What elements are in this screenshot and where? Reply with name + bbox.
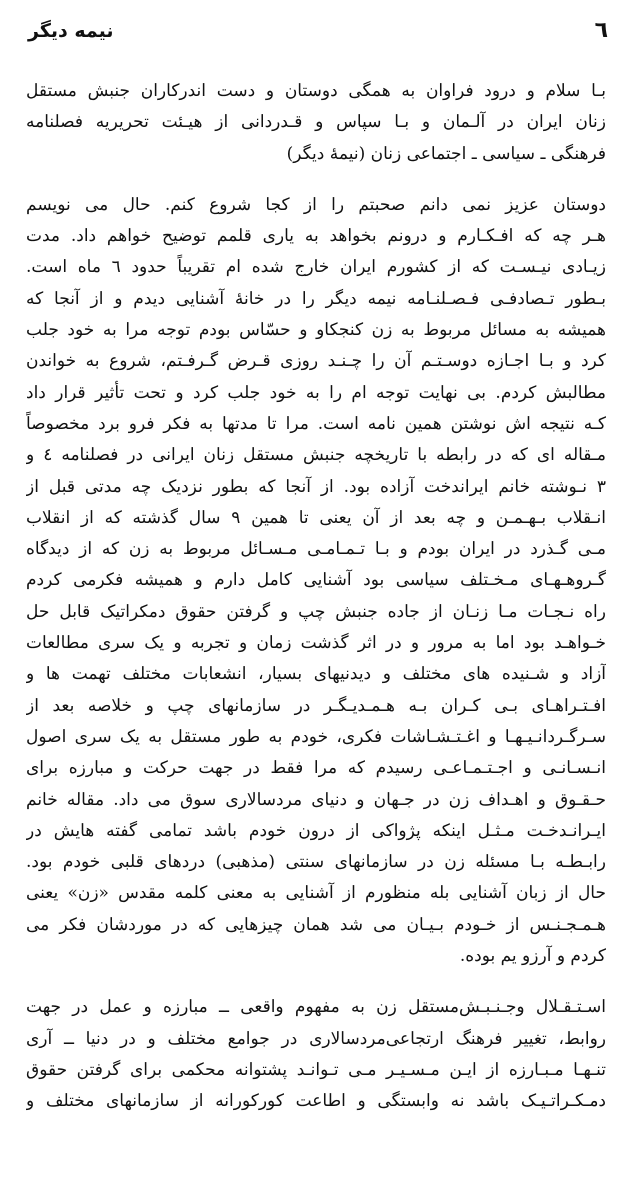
paragraph-greeting xyxy=(26,76,606,170)
text-line: تنـهـا مـبـارزه از ایـن مـسـیـر مـی تـوانـد پشتوانه محکمی برای گرفتن حقوق xyxy=(26,1059,606,1080)
text-line: سـرگـردانـیـهـا و اغـتـشـاشات فکری، خودم به طور مستقل به یک سری اصول xyxy=(26,726,606,747)
text-line: هـر چه که افـکـارم و درونم بخواهد به یاری قلمم توضیح خواهم داد. مدت xyxy=(26,226,606,247)
running-title: نیمه دیگر xyxy=(28,20,114,42)
text-line: روابط، تغییر فرهنگ ارتجاعی‌مردسالاری در جوامع مختلف و در دنیا ــ آری xyxy=(26,1028,606,1049)
text-line: دوستان عزیز نمی دانم صحبتم را از کجا شروع کنم. حال می نویسم xyxy=(26,194,606,215)
text-line: کـه نتیجه اش نوشتن همین نامه است. مرا تا مدتها به فکر فرو برد مخصوصاً xyxy=(26,413,606,434)
text-line: حـقـوق و اهـداف زن در جـهان و دنیای مردسالاری سوق می داد. مقاله خانم xyxy=(26,789,606,810)
text-line: آزاد و شـنیده های مختلف و دیدنیهای بسیار، انشعابات مختلف تهمت ها و xyxy=(26,664,606,685)
text-line: زنان ایران در آلـمان و بـا سپاس و قـدردانی از هیـئت تحریریه فصلنامه xyxy=(26,112,606,133)
paragraph-body xyxy=(26,190,606,972)
text-line: ٣ نـوشته خانم ایراندخت آزاده بود. از آنجا که بطور نزدیک چه مدتی قبل از xyxy=(26,476,606,497)
text-line: حال از زبان آشنایی بله منظورم از آشنایی به معنی کلمه مقدس «زن» یعنی xyxy=(26,883,606,904)
paragraph-independence xyxy=(26,992,606,1117)
text-line: مـقاله ای که در رابطه با تاریخچه جنبش مستقل زنان ایرانی در فصلنامه ٤ و xyxy=(26,445,606,466)
text-line: زیـادی نیـسـت که از کشورم ایران خارج شده ام تقریباً حدود ٦ ماه است. xyxy=(26,257,606,278)
text-line: انـسـانـی و اجـتـمـاعـی رسیدم که مرا فقط در جهت حرکت و مبارزه برای xyxy=(26,758,606,779)
text-line: انـقلاب بـهـمـن و چه بعد از آن یعنی تا همین ٩ سال گذشته که از انقلاب xyxy=(26,507,606,528)
text-line: رابـطـه بـا مسئله زن در سازمانهای سنتی (مذهبی) دردهای قلبی خودم بود. xyxy=(26,852,606,873)
text-line: کردم و آرزو یم بوده. xyxy=(459,946,606,967)
text-line: افـتـراهـای بـی کـران بـه هـمـدیـگـر در سازمانهای چپ و خلاصه بعد از xyxy=(26,695,606,716)
text-line: فرهنگی ـ سیاسی ـ اجتماعی زنان (نیمهٔ دیگر) xyxy=(286,143,606,164)
page-number: ٦ xyxy=(594,18,608,43)
text-line: هـمـجـنـس از خـودم بـیـان می شد همان چیزهایی که در موردشان فکر می xyxy=(26,914,606,935)
text-line: کرد و بـا اجـازه دوسـتـم آن را چـنـد روزی قـرض گـرفـتم، شروع به خواندن xyxy=(26,351,606,372)
text-line: ایـرانـدخـت مـثـل اینکه پژواکی از درون خودم باشد تمامی گفته هایش در xyxy=(26,820,606,841)
text-line: بـا سلام و درود فراوان به همگی دوستان و دست اندرکاران جنبش مستقل xyxy=(26,81,606,101)
body-text xyxy=(26,76,606,1118)
text-line: همیشه به مسائل مربوط به زن کنجکاو و حسّاس بودم توجه مرا به خود جلب xyxy=(26,320,606,341)
text-line: خـواهـد بود اما به مرور و در اثر گذشت زمان و تجربه و یک سری مطالعات xyxy=(26,633,606,654)
text-line: دمـکـراتـیـک باشد نه وابستگی و اطاعت کورکورانه از سازمانهای مختلف و xyxy=(26,1091,606,1112)
text-line: مطالبش کردم. بی نهایت توجه ام را به خود جلب کرد و تحت تأثیر قرار داد xyxy=(26,382,606,403)
page-header xyxy=(28,18,608,52)
text-line: اسـتـقـلال وجـنـبـش‌مستقل زن به مفهوم واقعی ــ مبارزه و عمل در جهت xyxy=(26,997,606,1018)
text-line: بـطور تـصادفـی فـصـلنـامه نیمه دیگر را در خانهٔ آشنایی دیدم و از آنجا که xyxy=(26,288,606,309)
text-line: گـروهـهـای مـخـتلف سیاسی بود آشنایی کامل دارم و همیشه فکرمی کردم xyxy=(26,570,606,591)
text-line: راه نـجـات مـا زنـان از جاده جنبش چپ و گرفتن حقوق دمکراتیک قابل حل xyxy=(26,601,606,622)
text-line: مـی گـذرد در ایران بودم و بـا تـمـامـی مـسـائل مربوط به زن که از دیدگاه xyxy=(26,539,606,560)
